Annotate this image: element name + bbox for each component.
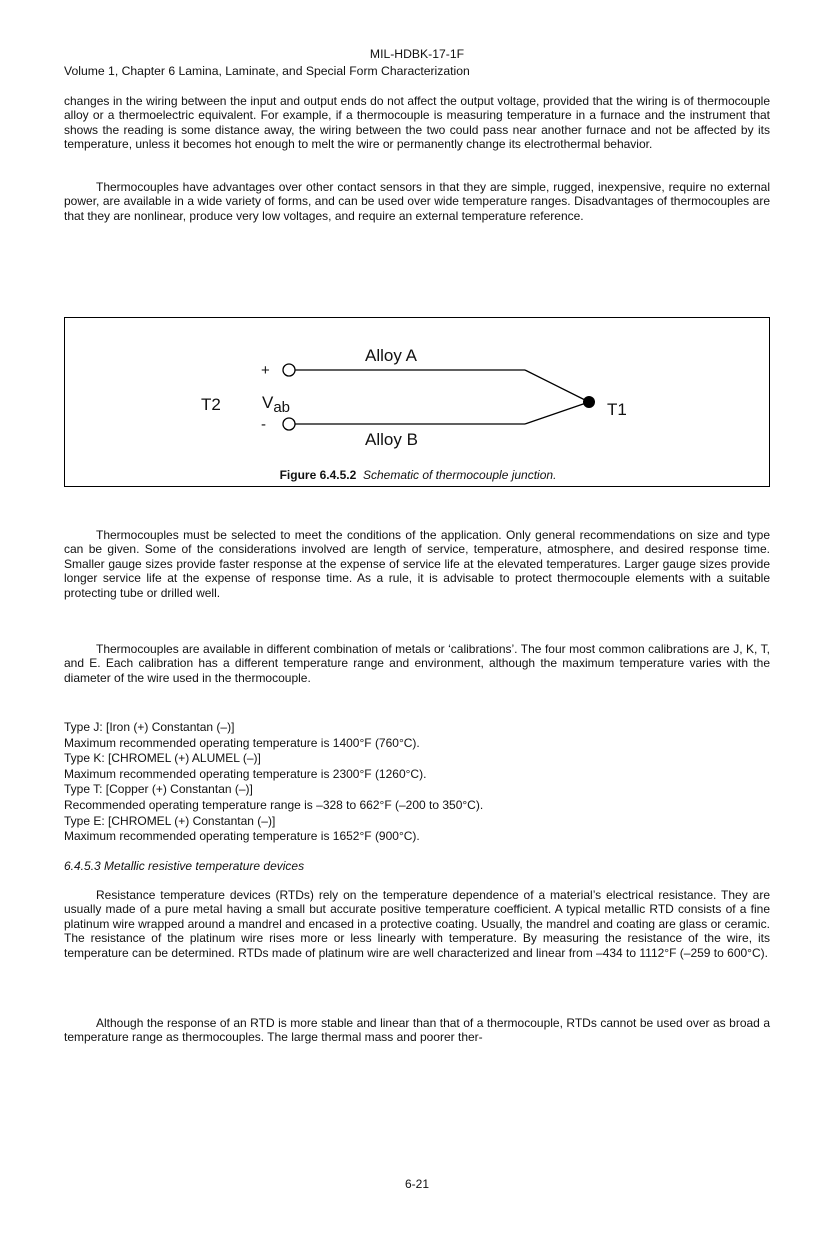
figure-thermocouple-junction [64,317,770,487]
caption-number: Figure 6.4.5.2 [279,468,357,482]
type-j: Type J: [Iron (+) Constantan (–)] [64,720,235,734]
plus-label: + [261,362,270,379]
type-k: Type K: [CHROMEL (+) ALUMEL (–)] [64,751,261,766]
thermocouple-schematic [65,318,771,488]
v-main: V [262,393,274,412]
paragraph-wiring: changes in the wiring between the input and output ends do not affect the output voltage, provided that the wiring is of thermocouple alloy or a thermoelectric equivalent. For example, if a thermocouple is measuring temperature in a furnace and the instrument that shows the reading is some distance away, the wiring between the two could pass near another furnace and not be affected by its temperature, unless it becomes hot enough to melt the wire or permanently change its electrothermal behavior. [64,94,770,152]
junction-point [583,396,595,408]
caption-text: Schematic of thermocouple junction. [362,468,557,482]
paragraph-rtd-comparison: Although the response of an RTD is more stable and linear than that of a thermocouple, RTDs cannot be used over as broad a temperature range as thermocouples. The large thermal mass and poorer ther- [64,1016,770,1045]
t2-label: T2 [201,395,221,414]
type-e-max: Maximum recommended operating temperature is 1652°F (900°C). [64,829,420,844]
paragraph-advantages: Thermocouples have advantages over other contact sensors in that they are simple, rugged, inexpensive, require no external power, are available in a wide variety of forms, and can be used over wide temperature ranges. Disadvantages of thermocouples are that they are nonlinear, produce very low voltages, and require an external temperature reference. [64,180,770,223]
chapter-title: Volume 1, Chapter 6 Lamina, Laminate, and Special Form Characterization [64,64,470,78]
figure-caption [65,468,771,482]
alloy-b-label: Alloy B [365,430,418,449]
section-heading: 6.4.5.3 Metallic resistive temperature devices [64,859,305,873]
document-id: MIL-HDBK-17-1F [369,47,465,61]
type-e: Type E: [CHROMEL (+) Constantan (–)] [64,813,276,828]
paragraph-selection: Thermocouples must be selected to meet the conditions of the application. Only general recommendations on size and type can be given. Some of the considerations involved are length of service, temperature, atmosphere, and desired response time. Smaller gauge sizes provide faster response at the expense of service life at the elevated temperatures. Larger gauge sizes provide longer service life at the expense of response time. As a rule, it is advisable to protect thermocouple elements with a suitable protecting tube or drilled well. [64,528,770,600]
v-label [262,393,290,416]
minus-label: - [261,416,266,433]
page-number: 6-21 [404,1177,430,1191]
type-t: Type T: [Copper (+) Constantan (–)] [64,782,253,797]
type-k-max: Maximum recommended operating temperature is 2300°F (1260°C). [64,766,427,781]
t1-label: T1 [607,400,627,419]
alloy-a-label: Alloy A [365,346,417,365]
v-subscript: ab [273,399,291,416]
type-j-max: Maximum recommended operating temperature is 1400°F (760°C). [64,735,420,750]
thermocouple-types-list [64,720,483,845]
alloy-a-junction-lead [525,370,589,402]
alloy-b-junction-lead [525,402,589,424]
paragraph-calibrations: Thermocouples are available in different combination of metals or ‘calibrations’. The four most common calibrations are J, K, T, and E. Each calibration has a different temperature range and environment, although the maximum temperature varies with the diameter of the wire used in the thermocouple. [64,642,770,685]
positive-terminal [283,364,295,376]
negative-terminal [283,418,295,430]
paragraph-rtd: Resistance temperature devices (RTDs) rely on the temperature dependence of a material’s electrical resistance. They are usually made of a pure metal having a small but accurate positive temperature coefficient. A typical metallic RTD consists of a fine platinum wire wrapped around a mandrel and encased in a protective coating. Usually, the mandrel and coating are glass or ceramic. The resistance of the platinum wire rises more or less linearly with temperature. By measuring the resistance of the wire, its temperature can be determined. RTDs made of platinum wire are well characterized and linear from –434 to 1112°F (–259 to 600°C). [64,888,770,960]
type-t-range: Recommended operating temperature range is –328 to 662°F (–200 to 350°C). [64,797,484,812]
